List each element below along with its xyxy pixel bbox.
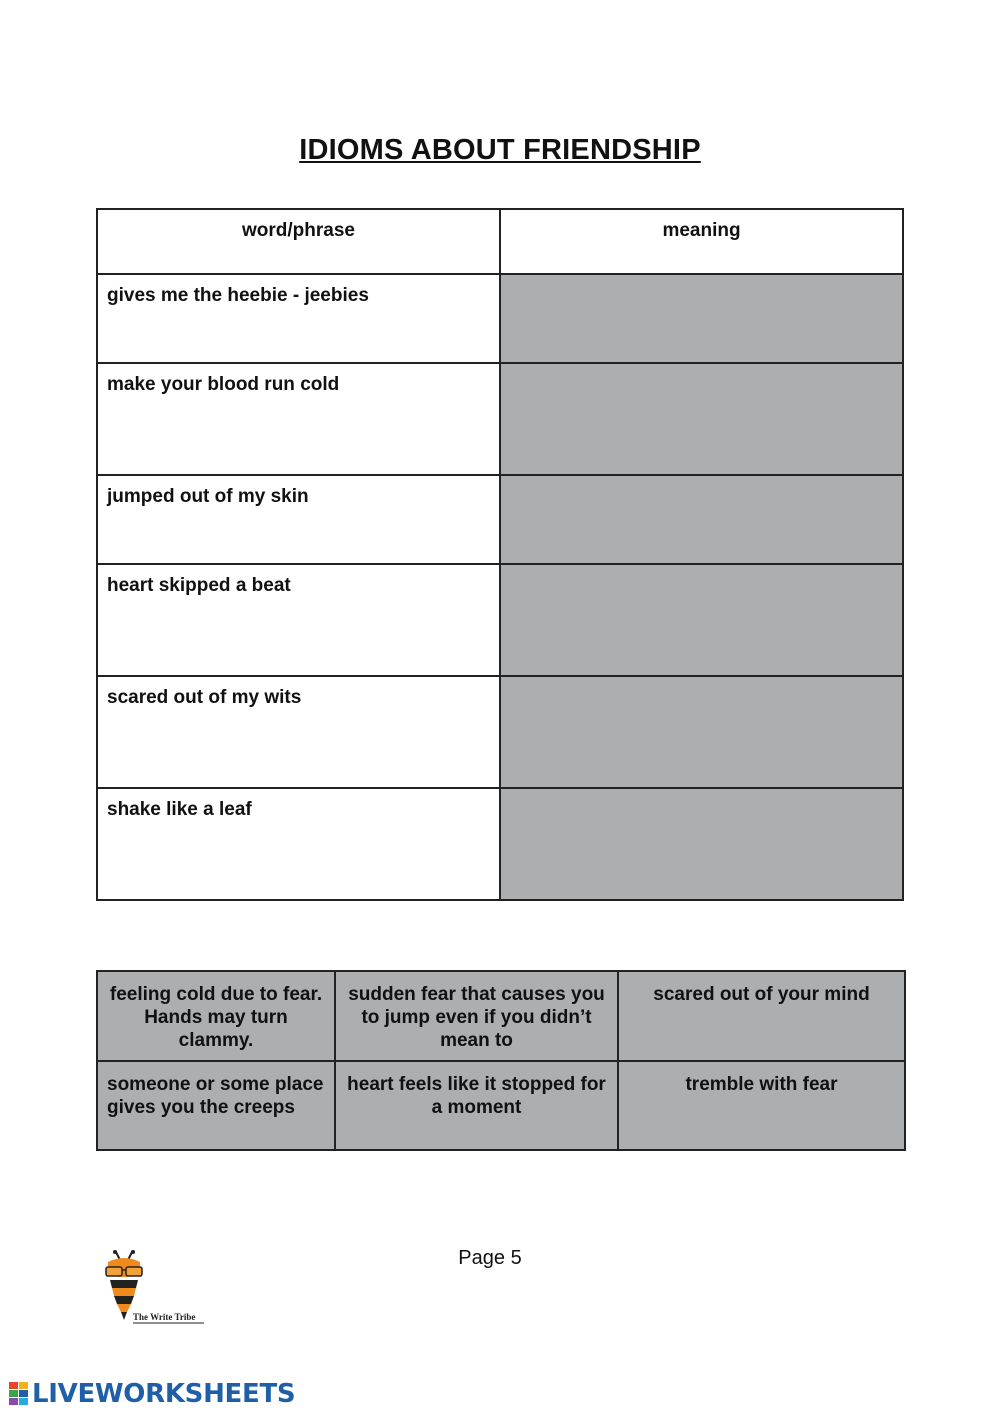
table-header-row (97, 209, 903, 274)
answer-tile[interactable]: sudden fear that causes you to jump even if you didn’t mean to (335, 971, 618, 1061)
meaning-drop-zone[interactable] (500, 564, 903, 676)
phrase-cell: shake like a leaf (97, 788, 500, 900)
page-number: Page 5 (458, 1247, 522, 1269)
idioms-table (96, 208, 904, 901)
phrase-cell: jumped out of my skin (97, 475, 500, 564)
meaning-drop-zone[interactable] (500, 363, 903, 475)
answer-tile[interactable]: someone or some place gives you the creeps (97, 1061, 335, 1150)
write-tribe-bee-logo (100, 1250, 210, 1326)
table-row (97, 475, 903, 564)
phrase-cell: heart skipped a beat (97, 564, 500, 676)
phrase-cell: scared out of my wits (97, 676, 500, 788)
table-row (97, 274, 903, 363)
liveworksheets-logo-icon (8, 1380, 30, 1408)
logo-caption: The Write Tribe (133, 1312, 196, 1322)
answer-bank (96, 970, 906, 1151)
table-row (97, 564, 903, 676)
meaning-drop-zone[interactable] (500, 788, 903, 900)
table-row (97, 363, 903, 475)
brand-name: LIVEWORKSHEETS (32, 1379, 296, 1409)
header-meaning: meaning (500, 209, 903, 274)
answer-tile[interactable]: feeling cold due to fear. Hands may turn clammy. (97, 971, 335, 1061)
meaning-drop-zone[interactable] (500, 274, 903, 363)
worksheet-title: IDIOMS ABOUT FRIENDSHIP (299, 134, 701, 166)
answer-row (97, 971, 905, 1061)
liveworksheets-brand (8, 1378, 295, 1410)
meaning-drop-zone[interactable] (500, 676, 903, 788)
answer-tile[interactable]: tremble with fear (618, 1061, 905, 1150)
phrase-cell: make your blood run cold (97, 363, 500, 475)
answer-row (97, 1061, 905, 1150)
table-row (97, 676, 903, 788)
meaning-drop-zone[interactable] (500, 475, 903, 564)
phrase-cell: gives me the heebie - jeebies (97, 274, 500, 363)
answer-tile[interactable]: heart feels like it stopped for a moment (335, 1061, 618, 1150)
table-row (97, 788, 903, 900)
header-word-phrase: word/phrase (97, 209, 500, 274)
answer-tile[interactable]: scared out of your mind (618, 971, 905, 1061)
